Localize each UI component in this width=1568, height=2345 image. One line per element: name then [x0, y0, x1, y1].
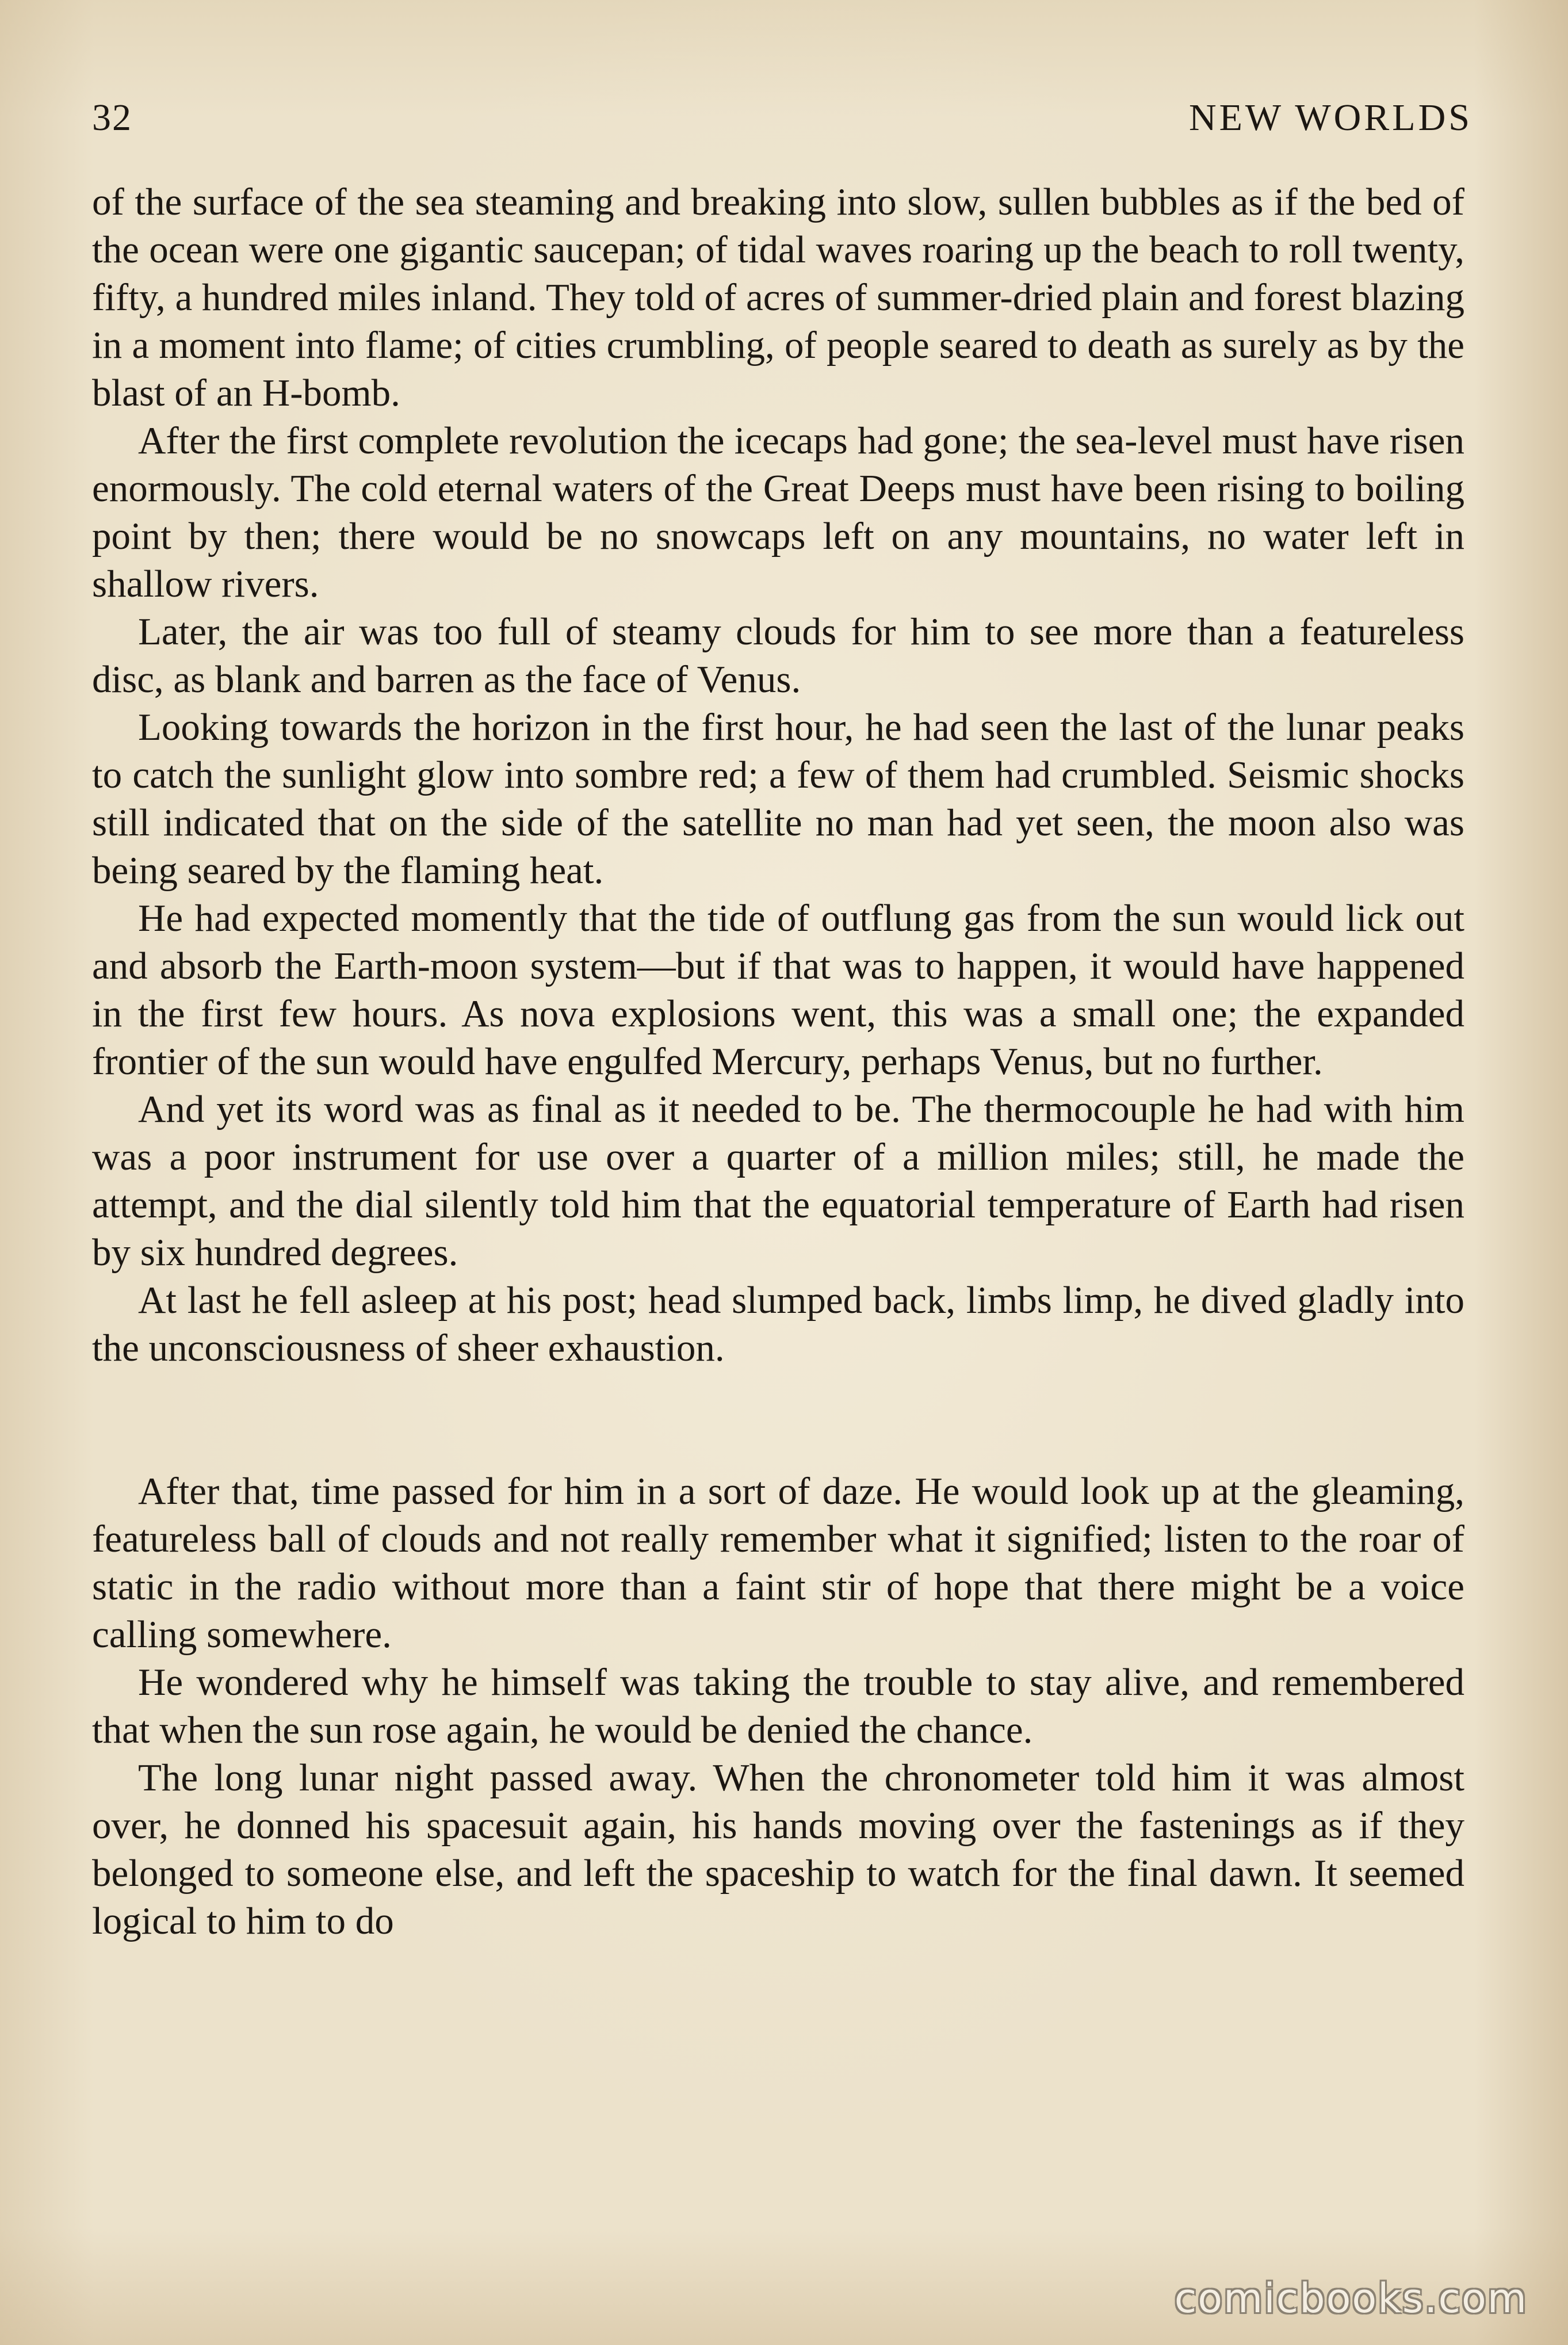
paragraph: The long lunar night passed away. When the chronometer told him it was almost over, he donned his spacesuit again, his hands moving over the fastenings as if they belonged to someone else, and left the spaceship to watch for the final dawn. It seemed logical to him to do [92, 1756, 1464, 1942]
page-number: 32 [92, 97, 132, 139]
paragraph: After the first complete revolution the icecaps had gone; the sea-level must have risen enormously. The cold eternal waters of the Great Deeps must have been rising to boiling point by then; there would be no snowcaps left on any mountains, no water left in shallow rivers. [92, 419, 1464, 605]
running-head [92, 86, 1473, 150]
paragraph: of the surface of the sea steaming and breaking into slow, sullen bubbles as if the bed of the ocean were one gigantic saucepan; of tidal waves roaring up the beach to roll twenty, fifty, a hundred miles inland. They told of acres of summer-dried plain and forest blazing in a moment into flame; of cities crumbling, of people seared to death as surely as by the blast of an H-bomb. [92, 181, 1464, 414]
paragraph: He wondered why he himself was taking the trouble to stay alive, and remembered that when the sun rose again, he would be denied the chance. [92, 1661, 1464, 1751]
paragraph: Looking towards the horizon in the first hour, he had seen the last of the lunar peaks to catch the sunlight glow into sombre red; a few of them had crumbled. Seismic shocks still indicated that on the side of the satellite no man had yet seen, the moon also was being seared by the flaming heat. [92, 706, 1464, 892]
watermark-logo: comicbooks.com [1174, 2275, 1528, 2322]
running-title: NEW WORLDS [1188, 97, 1473, 139]
paragraph: After that, time passed for him in a sort of daze. He would look up at the gleaming, featureless ball of clouds and not really remember what it signified; listen to the roar of static in the radio without more than a faint stir of hope that there might be a voice calling somewhere. [92, 1470, 1464, 1656]
section-break [92, 1372, 1464, 1468]
paragraph: And yet its word was as final as it needed to be. The thermocouple he had with him was a poor instrument for use over a quarter of a million miles; still, he made the attempt, and the dial silently told him that the equatorial temperature of Earth had risen by six hundred degrees. [92, 1088, 1464, 1274]
body-text [92, 178, 1464, 1945]
paragraph: At last he fell asleep at his post; head slumped back, limbs limp, he dived gladly into the unconsciousness of sheer exhaustion. [92, 1279, 1464, 1369]
paragraph: He had expected momently that the tide of outflung gas from the sun would lick out and absorb the Earth-moon system—but if that was to happen, it would have happened in the first few hours. As nova explosions went, this was a small one; the expanded frontier of the sun would have engulfed Mercury, perhaps Venus, but no further. [92, 897, 1464, 1083]
paragraph: Later, the air was too full of steamy clouds for him to see more than a featureless disc, as blank and barren as the face of Venus. [92, 610, 1464, 701]
